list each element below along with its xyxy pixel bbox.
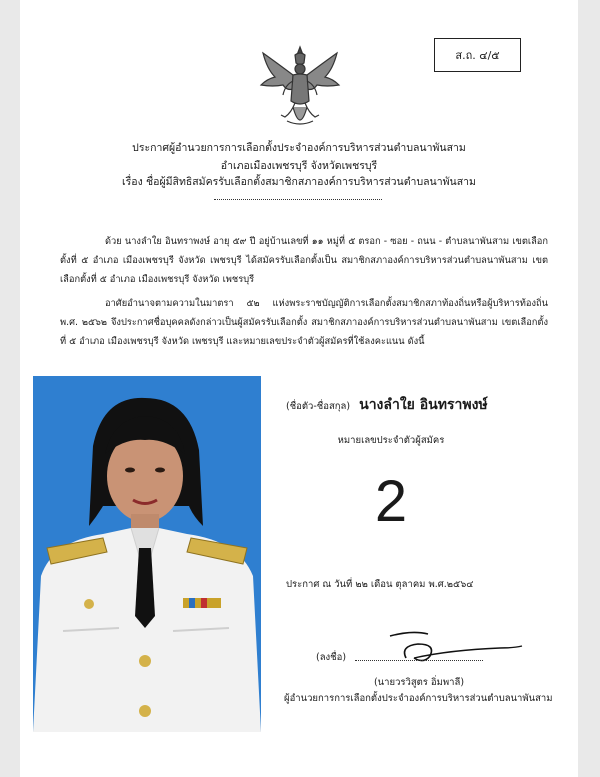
announcement-district: อำเภอเมืองเพชรบุรี จังหวัดเพชรบุรี (220, 160, 378, 172)
title-divider (214, 193, 382, 200)
form-code-box: ส.ถ. ๔/๕ (434, 38, 521, 72)
body-paragraph-1: ด้วย นางลำใย อินทราพงษ์ อายุ ๕๙ ปี อยู่บ้านเลขที่ ๑๑ หมู่ที่ ๕ ตรอก - ซอย - ถนน - ตำบลนาพันสาม เขตเลือกตั้งที่ ๕ อำเภอ เมืองเพชรบุรี จังหวัด เพชรบุรี ได้สมัครรับเลือกตั้งเป็น สมาชิกสภาองค์การบริหารส่วนตำบลนาพันสาม เขตเลือกตั้งที่ ๕ อำเภอ เมืองเพชรบุรี จังหวัด เพชรบุรี (60, 236, 548, 285)
signer-position: ผู้อำนวยการการเลือกตั้งประจำองค์การบริหารส่วนตำบลนาพันสาม (284, 693, 553, 704)
body-paragraph-2: อาศัยอำนาจตามความในมาตรา ๕๒ แห่งพระราชบัญญัติการเลือกตั้งสมาชิกสภาท้องถิ่นหรือผู้บริหารท้องถิ่น พ.ศ. ๒๕๖๒ จึงประกาศชื่อบุคคลดังกล่าวเป็นผู้สมัครรับเลือกตั้ง สมาชิกสภาองค์การบริหารส่วนตำบลนาพันสาม เขตเลือกตั้งที่ ๕ อำเภอ เมืองเพชรบุรี จังหวัด เพชรบุรี และหมายเลขประจำตัวผู้สมัครที่ใช้ลงคะแนน ดังนี้ (60, 298, 548, 347)
announcement-date: ประกาศ ณ วันที่ ๒๒ เดือน ตุลาคม พ.ศ.๒๕๖๔ (286, 579, 474, 590)
announcement-subject: เรื่อง ชื่อผู้มีสิทธิสมัครรับเลือกตั้งสมาชิกสภาองค์การบริหารส่วนตำบลนาพันสาม (122, 176, 476, 188)
handwritten-signature-icon (350, 628, 525, 668)
signer-name: (นายวรวิสูตร อิ่มพาลี) (373, 677, 465, 688)
announcement-title: ประกาศผู้อำนวยการการเลือกตั้งประจำองค์การบริหารส่วนตำบลนาพันสาม (132, 142, 466, 154)
announcement-page (20, 0, 578, 777)
candidate-number-label: หมายเลขประจำตัวผู้สมัคร (337, 435, 445, 446)
candidate-portrait-illustration (33, 376, 261, 732)
name-prefix-label: (ชื่อตัว-ชื่อสกุล) (286, 401, 351, 412)
signature-line (355, 660, 483, 661)
candidate-number: 2 (374, 469, 408, 534)
garuda-emblem-icon (257, 45, 343, 133)
candidate-name: นางลำใย อินทราพงษ์ (359, 397, 488, 413)
signature-label: (ลงชื่อ) (316, 652, 347, 663)
candidate-name-row (286, 394, 488, 416)
candidate-photo (33, 376, 261, 732)
